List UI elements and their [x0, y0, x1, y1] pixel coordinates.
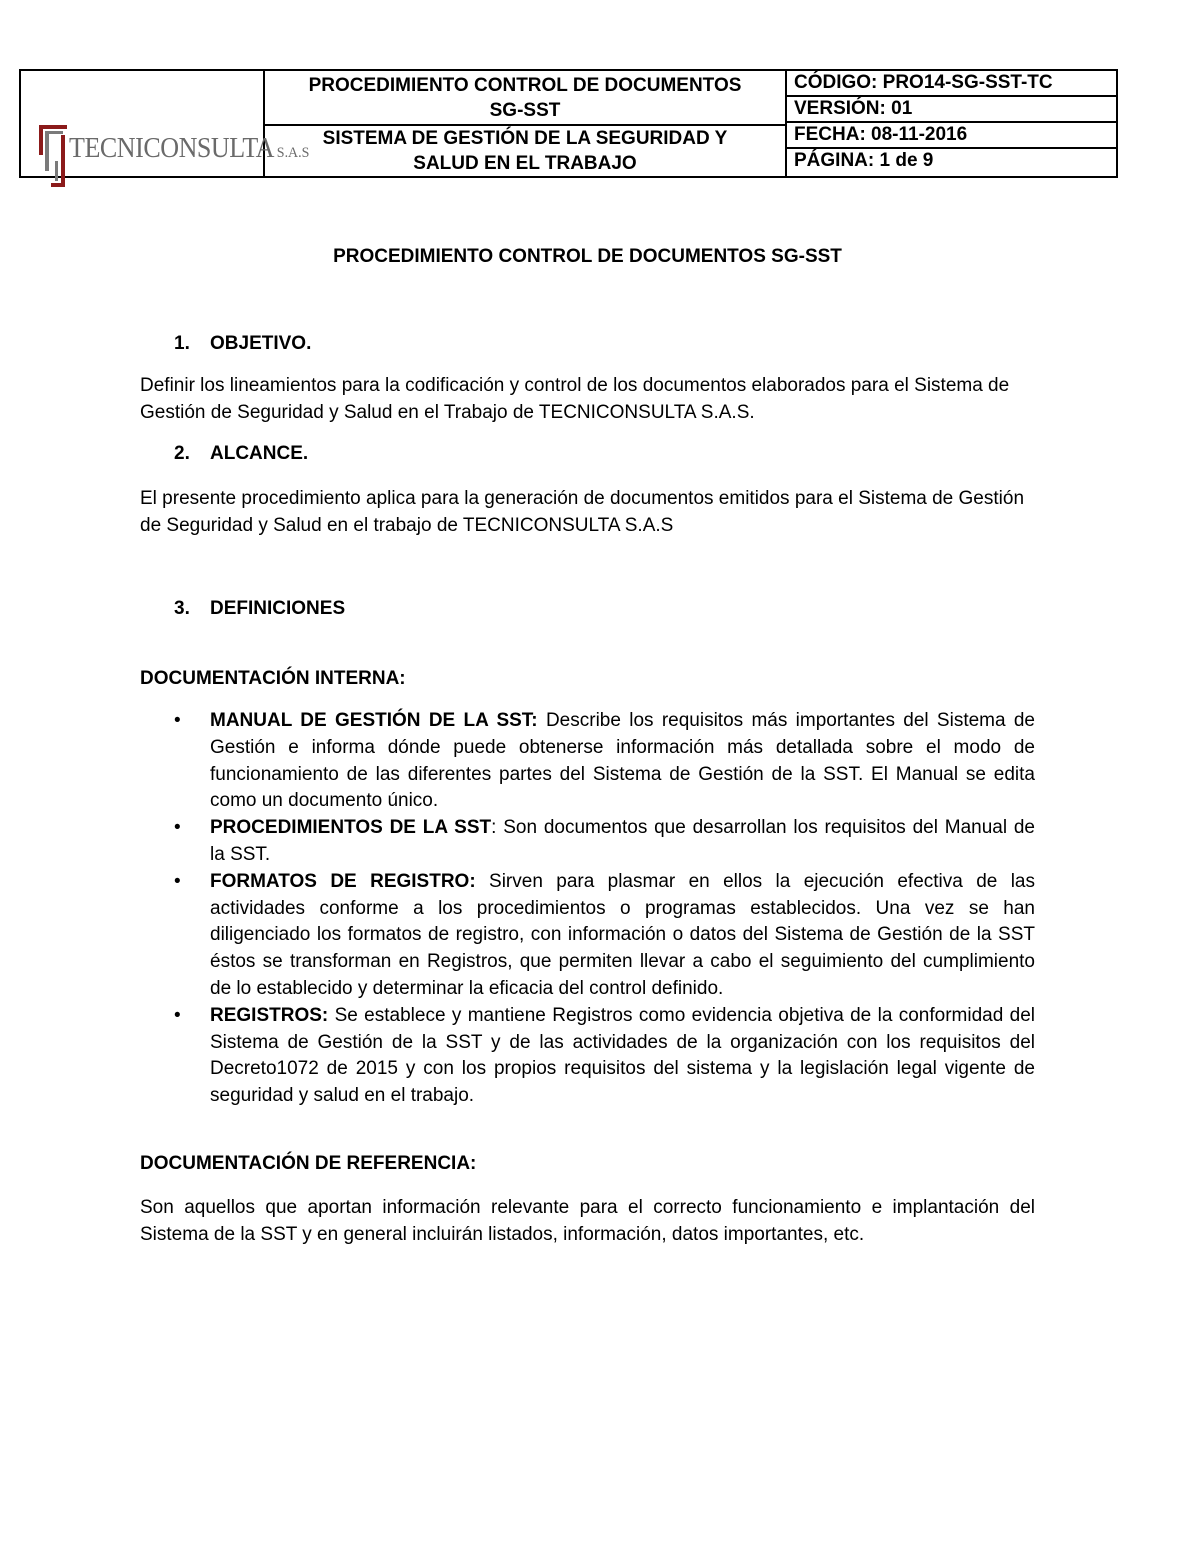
section-text-objetivo: Definir los lineamientos para la codificación y control de los documentos elaborados para el Sistema de Gestión de Seguridad y Salud en el Trabajo de TECNICONSULTA S.A.S. [140, 375, 1010, 423]
definitions-list [140, 708, 1035, 1110]
procedure-title-cell [265, 71, 785, 126]
system-name-line1: SISTEMA DE GESTIÓN DE LA SEGURIDAD Y [322, 128, 728, 149]
company-logo-wordmark: TECNICONSULTA S.A.S [69, 133, 310, 164]
bullet-icon: • [174, 710, 181, 731]
company-logo-cell [21, 71, 310, 176]
document-code: CÓDIGO: PRO14-SG-SST-TC [787, 71, 1116, 97]
bullet-icon: • [174, 1004, 181, 1026]
page-number: PÁGINA: 1 de 9 [794, 150, 934, 171]
system-name-line2: SALUD EN EL TRABAJO [413, 153, 637, 174]
bullet-icon: • [174, 817, 181, 839]
list-item: • FORMATOS DE REGISTRO: Sirven para plasmar en ellos la ejecución efectiva de las actividades conforme a los procedimientos o programas establecidos. Una vez se han diligenciado los formatos de registro, con información o datos del Sistema de Gestión de la SST éstos se transforman en Registros, que permiten llevar a cabo el seguimiento del cumplimiento de lo establecido y determinar la eficacia del control definido. [174, 870, 1035, 999]
document-header-table [19, 69, 1118, 178]
section-heading-alcance: 2. ALCANCE. [174, 443, 309, 464]
document-date: FECHA: 08-11-2016 [787, 123, 1116, 149]
header-title-column [265, 71, 787, 176]
procedure-title-line1: PROCEDIMIENTO CONTROL DE DOCUMENTOS [308, 74, 742, 96]
reference-documentation-heading: DOCUMENTACIÓN DE REFERENCIA: [140, 1153, 477, 1174]
procedure-title-line2: SG-SST [489, 99, 561, 121]
list-item: • REGISTROS: Se establece y mantiene Registros como evidencia objetiva de la conformidad del Sistema de Gestión de la SST y de las actividades de la organización con los requisitos del Decreto1072 de 2015 y con los propios requisitos del sistema y la legislación legal vigente de seguridad y salud en el trabajo. [174, 1004, 1035, 1107]
section-heading-definiciones: 3. DEFINICIONES [174, 598, 346, 619]
internal-documentation-heading: DOCUMENTACIÓN INTERNA: [140, 668, 406, 689]
document-version: VERSIÓN: 01 [787, 97, 1116, 123]
page-title: PROCEDIMIENTO CONTROL DE DOCUMENTOS SG-SST [333, 246, 842, 267]
list-item: • PROCEDIMIENTOS DE LA SST: Son documentos que desarrollan los requisitos del Manual de la SST. [174, 817, 1035, 865]
bullet-icon: • [174, 870, 181, 892]
header-meta-column [787, 71, 1116, 176]
section-text-alcance: El presente procedimiento aplica para la generación de documentos emitidos para el Sistema de Gestión de Seguridad y Salud en el trabajo de TECNICONSULTA S.A.S [140, 488, 1025, 536]
reference-documentation-text: Son aquellos que aportan información relevante para el correcto funcionamiento e implantación del Sistema de la SST y en general incluirán listados, información, datos importantes, etc. [140, 1197, 1035, 1245]
section-heading-objetivo: 1. OBJETIVO. [174, 333, 312, 354]
list-item: • MANUAL DE GESTIÓN DE LA SST: Describe los requisitos más importantes del Sistema de Gestión e informa dónde puede obtenerse información más detallada sobre el modo de funcionamiento de las diferentes partes del Sistema de Gestión de la SST. El Manual se edita como un documento único. [174, 710, 1035, 812]
system-name-cell [265, 126, 785, 176]
